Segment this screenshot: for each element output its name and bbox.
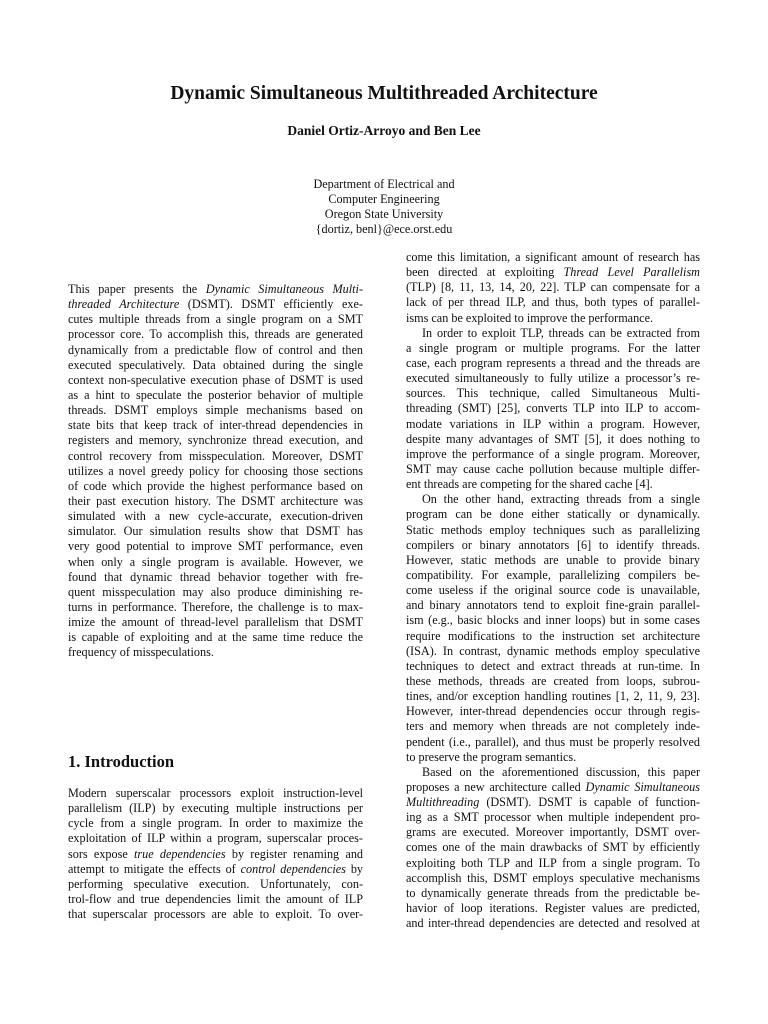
text-line: to preserve the program semantics. <box>406 749 577 764</box>
text-line: state bits that keep track of inter-thread dependencies in <box>68 418 363 433</box>
text-line: ism (e.g., basic blocks and inner loops) but in some cases <box>406 613 700 628</box>
paper-authors: Daniel Ortiz-Arroyo and Ben Lee <box>287 123 481 138</box>
paper-title: Dynamic Simultaneous Multithreaded Architecture <box>170 83 598 104</box>
text-line: performing speculative execution. Unfortunately, con- <box>68 876 363 891</box>
text-line: On the other hand, extracting threads from a single <box>422 492 700 507</box>
text-line: and inter-thread dependencies are detected and resolved at <box>406 916 700 931</box>
text-line: found that dynamic thread behavior together with fre- <box>68 569 363 584</box>
text-line: case, each program represents a thread and the threads are <box>406 355 700 370</box>
text-line: tines, and/or exception handling routines [1, 2, 11, 9, 23]. <box>406 689 700 704</box>
affiliation-block <box>0 177 768 237</box>
text-line: when only a single program is available. However, we <box>68 554 363 569</box>
text-line: come this limitation, a significant amount of research has <box>406 250 700 264</box>
text-line: In order to exploit TLP, threads can be extracted from <box>422 325 700 340</box>
text-line: context non-speculative execution phase of DSMT is used <box>68 372 363 387</box>
text-line: attempt to mitigate the effects of control dependencies by <box>68 861 364 876</box>
text-line: and binary annotators tend to exploit fine-grain parallel- <box>406 598 700 613</box>
text-line: cutes multiple threads from a single program on a SMT <box>68 312 363 327</box>
introduction-paragraph <box>68 786 363 922</box>
section-number: 1. <box>68 752 81 771</box>
text-line: compatibility. For example, parallelizing compilers be- <box>406 567 700 582</box>
text-line: grams are executed. Moreover importantly, DSMT over- <box>406 825 700 840</box>
text-line: sors expose true dependencies by register renaming and <box>68 846 364 861</box>
text-line: their past execution history. The DSMT architecture was <box>68 493 363 508</box>
text-line: control recovery from misspeculation. Moreover, DSMT <box>68 448 363 463</box>
text-line: executed speculatively. Data obtained during the single <box>68 357 363 372</box>
affiliation-email: {dortiz, benl}@ece.orst.edu <box>315 222 453 236</box>
text-line: ing as a SMT processor when multiple independent pro- <box>406 810 700 825</box>
text-line: sources. This technique, called Simultaneous Multi- <box>406 386 700 401</box>
text-line: come useless if the original source code is unavailable, <box>406 583 700 598</box>
text-line: these methods, threads are created from loops, subrou- <box>406 673 700 688</box>
text-line: utilizes a novel greedy policy for choosing those sections <box>68 463 363 478</box>
text-line: ters and memory when threads are not completely inde- <box>406 719 700 734</box>
text-line: This paper presents the Dynamic Simultaneous Multi- <box>68 282 363 296</box>
text-line: comes one of the main drawbacks of SMT by efficiently <box>406 840 700 855</box>
text-line: processor core. To accomplish this, threads are generated <box>68 327 363 342</box>
text-line: However, inter-thread dependencies occur through regis- <box>406 704 700 719</box>
text-line: simulated with a new cycle-accurate, execution-driven <box>68 509 363 524</box>
text-line: (ISA). In contrast, dynamic methods employ speculative <box>406 643 700 658</box>
text-line: Based on the aforementioned discussion, this paper <box>422 764 700 779</box>
text-line: frequency of misspeculations. <box>68 645 214 660</box>
text-line: a single program or multiple programs. For the latter <box>406 340 700 355</box>
text-line: been directed at exploiting Thread Level Parallelism <box>406 265 700 280</box>
right-column-text <box>406 250 700 931</box>
text-line: SMT may cause cache pollution because multiple differ- <box>406 461 700 476</box>
text-line: exploiting both TLP and ILP from a single program. To <box>406 855 700 870</box>
section-title: Introduction <box>84 752 175 771</box>
text-line: havior of loop iterations. Register values are predicted, <box>406 901 700 916</box>
affiliation-university: Oregon State University <box>324 207 444 221</box>
text-line: turns in performance. Therefore, the challenge is to max- <box>68 599 363 614</box>
text-line: trol-flow and true dependencies limit the amount of ILP <box>68 891 363 906</box>
text-line: is capable of exploiting and at the same time reduce the <box>68 630 363 645</box>
text-line: ent threads are competing for the shared cache [4]. <box>406 477 653 492</box>
text-line: dynamically from a predictable flow of control and then <box>68 342 363 357</box>
text-line: simulator. Our simulation results show that DSMT has <box>68 524 363 539</box>
text-line: executed simultaneously to fully utilize a processor’s re- <box>406 371 700 386</box>
text-line: compilers or binary annotators [6] to identify threads. <box>406 537 700 552</box>
text-line: to dynamically generate threads from the predictable be- <box>406 885 700 900</box>
text-line: as a hint to speculate the posterior behavior of multiple <box>68 387 363 402</box>
text-line: However, static methods are unable to provide binary <box>406 552 700 567</box>
text-line: isms can be exploited to improve the performance. <box>406 310 654 325</box>
text-line: very good potential to improve SMT performance, even <box>68 539 363 554</box>
affiliation-department: Department of Electrical and <box>313 177 455 191</box>
text-line: cycle from a single program. In order to maximize the <box>68 816 363 831</box>
text-line: accomplish this, DSMT employs speculative mechanisms <box>406 870 700 885</box>
text-line: (TLP) [8, 11, 13, 14, 20, 22]. TLP can compensate for a <box>406 280 700 295</box>
section-heading-introduction <box>68 752 174 772</box>
text-line: improve the performance of a single program. Moreover, <box>406 446 700 461</box>
text-line: program can be done either statically or dynamically. <box>406 507 700 522</box>
abstract-paragraph <box>68 282 363 661</box>
text-line: proposes a new architecture called Dynamic Simultaneous <box>406 779 700 794</box>
text-line: parallelism (ILP) by executing multiple instructions per <box>68 801 363 816</box>
text-line: despite many advantages of SMT [5], it does nothing to <box>406 431 700 446</box>
text-line: Multithreading (DSMT). DSMT is capable of function- <box>406 795 700 810</box>
text-line: Static methods employ techniques such as parallelizing <box>406 522 700 537</box>
text-line: exploitation of ILP within a program, superscalar proces- <box>68 831 363 846</box>
text-line: pendent (i.e., parallel), and thus must be properly resolved <box>406 734 700 749</box>
text-line: threaded Architecture (DSMT). DSMT efficiently exe- <box>68 297 363 312</box>
text-line: that superscalar processors are able to exploit. To over- <box>68 907 363 922</box>
text-line: threading (SMT) [25], converts TLP into ILP to accom- <box>406 401 700 416</box>
text-line: lack of per thread ILP, and thus, both types of parallel- <box>406 295 700 310</box>
text-line: registers and memory, synchronize thread execution, and <box>68 433 363 448</box>
text-line: imize the amount of thread-level parallelism that DSMT <box>68 615 363 630</box>
text-line: techniques to detect and extract threads at run-time. In <box>406 658 700 673</box>
text-line: require modifications to the instruction set architecture <box>406 628 700 643</box>
text-line: of code which provide the highest performance based on <box>68 478 363 493</box>
affiliation-department-line2: Computer Engineering <box>328 192 440 206</box>
text-line: quent misspeculation may also produce diminishing re- <box>68 584 363 599</box>
text-line: threads. DSMT employs simple mechanisms based on <box>68 403 363 418</box>
text-line: modate variations in ILP within a program. However, <box>406 416 700 431</box>
text-line: Modern superscalar processors exploit instruction-level <box>68 786 363 800</box>
